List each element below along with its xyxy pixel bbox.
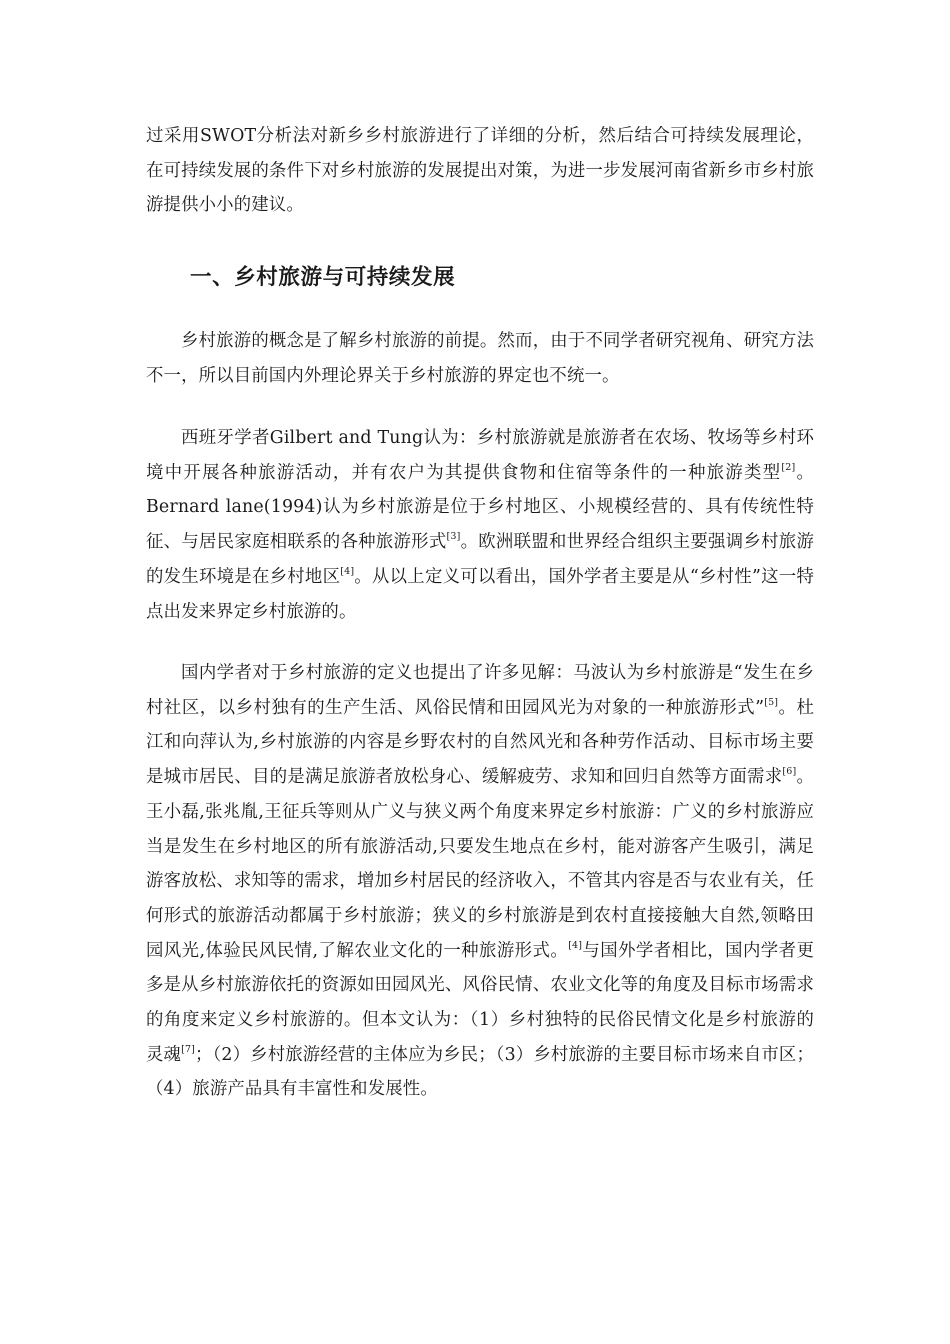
section-heading: 一、乡村旅游与可持续发展 (190, 265, 456, 290)
p3-text-2: 。杜江和向萍认为,乡村旅游的内容是乡野农村的自然风光和各种劳作活动、目标市场主要是城市居民、目的是满足旅游者放松身心、缓解疲劳、求知和回归自然等方面需求 (146, 697, 814, 788)
citation-ref: [4] (340, 565, 355, 577)
paragraph-concept: 乡村旅游的概念是了解乡村旅游的前提。然而，由于不同学者研究视角、研究方法不一，所以目前国内外理论界关于乡村旅游的界定也不统一。 (146, 331, 814, 386)
citation-ref: [2] (781, 461, 796, 473)
p2-text-4: 。从以上定义可以看出，国外学者主要是从“乡村性”这一特点出发来界定乡村旅游的。 (146, 566, 814, 622)
p3-text-3: 。王小磊,张兆胤,王征兵等则从广义与狭义两个角度来界定乡村旅游：广义的乡村旅游应当是发生在乡村地区的所有旅游活动,只要发生地点在乡村，能对游客产生吸引，满足游客放松、求知等的需求，增加乡村居民的经济收入，不管其内容是否与农业有关，任何形式的旅游活动都属于乡村旅游；狭义的乡村旅游是到农村直接接触大自然,领略田园风光,体验民风民情,了解农业文化的一种旅游形式。 (146, 767, 815, 961)
citation-ref: [3] (446, 531, 461, 543)
paragraph-foreign-scholars (146, 421, 814, 629)
paragraph-domestic-scholars (146, 656, 814, 1107)
citation-ref: [4] (568, 939, 583, 951)
citation-ref: [7] (181, 1043, 196, 1055)
citation-ref: [5] (764, 696, 779, 708)
p2-text-3: 。欧洲联盟和世界经合组织主要强调乡村旅游的发生环境是在乡村地区 (146, 532, 814, 587)
citation-ref: [6] (782, 766, 797, 778)
p3-text-4: 与国外学者相比，国内学者更多是从乡村旅游依托的资源如田园风光、风俗民情、农业文化等的角度及目标市场需求的角度来定义乡村旅游的。但本文认为：（1）乡村独特的民俗民情文化是乡村旅游的灵魂 (146, 940, 815, 1065)
p3-text-1: 国内学者对于乡村旅游的定义也提出了许多见解：马波认为乡村旅游是“发生在乡村社区，以乡村独有的生产生活、风俗民情和田园风光为对象的一种旅游形式” (146, 663, 814, 718)
p3-text-5: ；（2）乡村旅游经营的主体应为乡民；（3）乡村旅游的主要目标市场来自市区；（4）旅游产品具有丰富性和发展性。 (146, 1044, 814, 1100)
intro-paragraph: 过采用SWOT分析法对新乡乡村旅游进行了详细的分析，然后结合可持续发展理论，在可持续发展的条件下对乡村旅游的发展提出对策，为进一步发展河南省新乡市乡村旅游提供小小的建议。 (146, 126, 814, 216)
p2-text-1: 西班牙学者Gilbert and Tung认为：乡村旅游就是旅游者在农场、牧场等乡村环境中开展各种旅游活动，并有农户为其提供食物和住宿等条件的一种旅游类型 (146, 428, 814, 483)
p2-text-2: 。Bernard lane(1994)认为乡村旅游是位于乡村地区、小规模经营的、具有传统性特征、与居民家庭相联系的各种旅游形式 (146, 462, 815, 553)
